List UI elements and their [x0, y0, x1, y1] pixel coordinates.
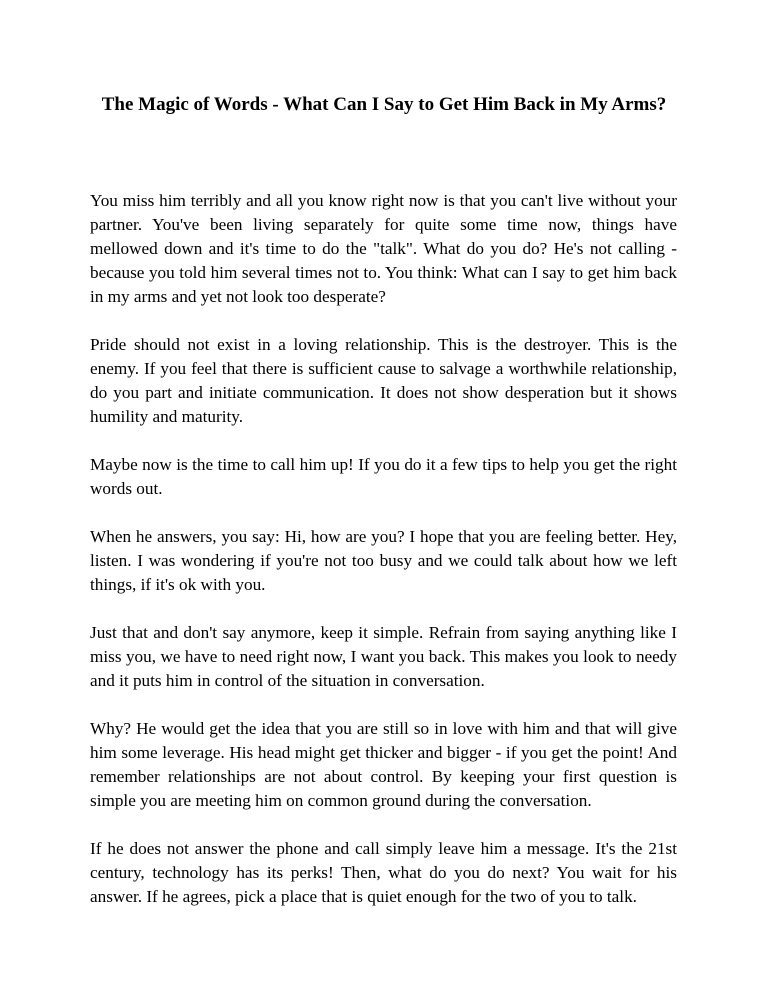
document-title: The Magic of Words - What Can I Say to Get Him Back in My Arms?: [101, 94, 667, 115]
paragraph-6: Why? He would get the idea that you are still so in love with him and that will give him some leverage. His head might get thicker and bigger - if you get the point! And remember relationships are not about control. By keeping your first question is simple you are meeting him on common ground during the conversation.: [90, 719, 677, 810]
paragraph-1: You miss him terribly and all you know right now is that you can't live without your partner. You've been living separately for quite some time now, things have mellowed down and it's time to do the "talk". What do you do? He's not calling - because you told him several times not to. You think: What can I say to get him back in my arms and yet not look too desperate?: [90, 191, 677, 306]
paragraph-3: Maybe now is the time to call him up! If you do it a few tips to help you get the right words out.: [90, 455, 677, 498]
document-body: [90, 189, 677, 933]
paragraph-7: If he does not answer the phone and call simply leave him a message. It's the 21st century, technology has its perks! Then, what do you do next? You wait for his answer. If he agrees, pick a place that is quiet enough for the two of you to talk.: [90, 839, 677, 906]
paragraph-5: Just that and don't say anymore, keep it simple. Refrain from saying anything like I miss you, we have to need right now, I want you back. This makes you look to needy and it puts him in control of the situation in conversation.: [90, 623, 677, 690]
paragraph-4: When he answers, you say: Hi, how are you? I hope that you are feeling better. Hey, listen. I was wondering if you're not too busy and we could talk about how we left things, if it's ok with you.: [90, 527, 677, 594]
paragraph-2: Pride should not exist in a loving relationship. This is the destroyer. This is the enemy. If you feel that there is sufficient cause to salvage a worthwhile relationship, do you part and initiate communication. It does not show desperation but it shows humility and maturity.: [90, 335, 677, 426]
